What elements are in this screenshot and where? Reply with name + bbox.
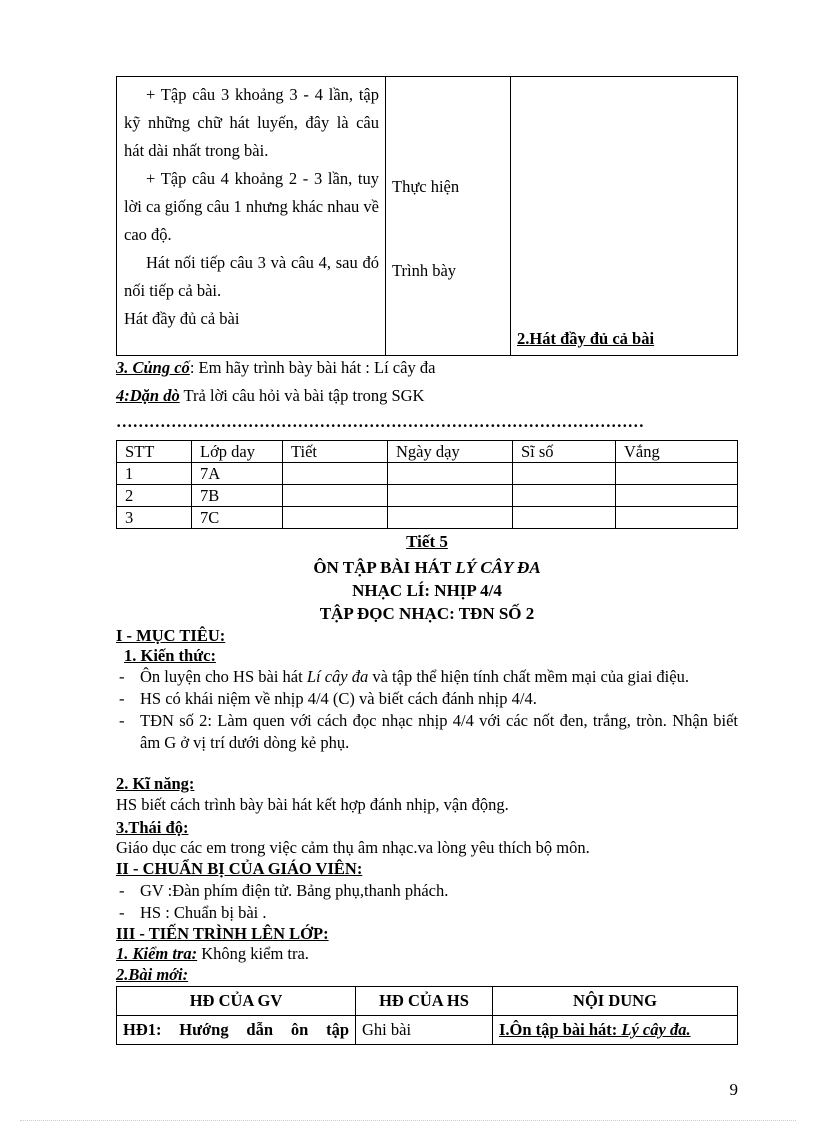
teacher-activity-cell — [117, 77, 386, 356]
skills-text: HS biết cách trình bày bài hát kết hợp đánh nhịp, vận động. — [116, 795, 509, 814]
list-item: - TĐN số 2: Làm quen với cách đọc nhạc nhịp 4/4 với các nốt đen, trắng, tròn. Nhận biết âm G ở vị trí dưới dòng kẻ phụ. — [116, 710, 738, 754]
cell — [616, 485, 738, 507]
page-number: 9 — [729, 1080, 738, 1099]
cell — [616, 463, 738, 485]
preparation-list — [116, 880, 738, 924]
step-line: Hát nối tiếp câu 3 và câu 4, sau đó nối tiếp cả bài. — [124, 253, 379, 300]
cell — [513, 463, 616, 485]
content-cell — [511, 77, 738, 356]
cell — [513, 485, 616, 507]
activity-table-continued — [116, 76, 738, 356]
section-preparation-heading: II - CHUẨN BỊ CỦA GIÁO VIÊN: — [116, 859, 363, 878]
header-cell: Lớp day — [192, 441, 283, 463]
content-heading: 2.Hát đầy đủ cả bài — [517, 329, 655, 348]
lesson-number: Tiết 5 — [406, 532, 448, 551]
cell: 3 — [117, 507, 192, 529]
step-line: + Tập câu 4 khoảng 2 - 3 lần, tuy lời ca giống câu 1 nhưng khác nhau về cao độ. — [124, 169, 380, 244]
lesson-subtitle-reading: TẬP ĐỌC NHẠC: TĐN SỐ 2 — [319, 604, 535, 623]
list-item: - HS có khái niệm về nhịp 4/4 (C) và biết cách đánh nhịp 4/4. — [116, 688, 738, 710]
new-lesson-label: 2.Bài mới: — [116, 965, 189, 984]
check-text: Không kiểm tra. — [197, 944, 309, 963]
cell: 1 — [117, 463, 192, 485]
knowledge-list — [116, 666, 738, 754]
activity-table — [116, 986, 738, 1045]
list-item: - Ôn luyện cho HS bài hát Lí cây đa và tập thể hiện tính chất mềm mại của giai điệu. — [116, 666, 738, 688]
student-action-present: Trình bày — [392, 261, 457, 280]
cell: 7C — [192, 507, 283, 529]
header-content: NỘI DUNG — [493, 987, 738, 1016]
section-objectives-heading: I - MỤC TIÊU: — [116, 626, 226, 645]
student-activity: Ghi bài — [356, 1016, 493, 1045]
step-line: + Tập câu 3 khoảng 3 - 4 lần, tập kỹ những chữ hát luyến, đây là câu hát dài nhất trong bài. — [124, 85, 379, 160]
header-cell: Tiết — [283, 441, 388, 463]
consolidation-text: : Em hãy trình bày bài hát : Lí cây đa — [189, 358, 436, 377]
header-student: HĐ CỦA HS — [356, 987, 493, 1016]
header-teacher: HĐ CỦA GV — [117, 987, 356, 1016]
cell — [283, 507, 388, 529]
cell — [283, 463, 388, 485]
teacher-activity: HĐ1: Hướng dẫn ôn tập — [117, 1016, 356, 1045]
check-line — [116, 944, 309, 964]
header-cell: Ngày dạy — [388, 441, 513, 463]
header-cell: Vắng — [616, 441, 738, 463]
lesson-title-prefix: ÔN TẬP BÀI HÁT — [313, 558, 456, 577]
consolidation-label: 3. Củng cố — [116, 358, 190, 377]
homework-line — [116, 386, 424, 406]
cell — [513, 507, 616, 529]
attitude-text: Giáo dục các em trong việc cảm thụ âm nhạc.va lòng yêu thích bộ môn. — [116, 838, 590, 857]
cell: 7A — [192, 463, 283, 485]
section-procedure-heading: III - TIẾN TRÌNH LÊN LỚP: — [116, 924, 329, 943]
homework-label: 4:Dặn dò — [116, 386, 180, 405]
lesson-subtitle-theory: NHẠC LÍ: NHỊP 4/4 — [352, 581, 502, 600]
attendance-header-row — [117, 441, 738, 463]
list-item: - HS : Chuẩn bị bài . — [116, 902, 738, 924]
header-cell: Sĩ số — [513, 441, 616, 463]
list-item: - GV :Đàn phím điện tử. Bảng phụ,thanh phách. — [116, 880, 738, 902]
step-line: Hát đầy đủ cả bài — [124, 309, 240, 328]
knowledge-heading: 1. Kiến thức: — [124, 646, 216, 665]
table-row — [117, 485, 738, 507]
cell: 2 — [117, 485, 192, 507]
skills-heading: 2. Kĩ năng: — [116, 774, 195, 793]
check-label: 1. Kiểm tra: — [116, 944, 198, 963]
student-action-perform: Thực hiện — [392, 177, 460, 196]
cell — [616, 507, 738, 529]
student-activity-cell — [386, 77, 511, 356]
cell — [388, 507, 513, 529]
attitude-heading: 3.Thái độ: — [116, 818, 189, 837]
cell — [283, 485, 388, 507]
table-row — [117, 463, 738, 485]
cell — [388, 485, 513, 507]
lesson-title — [116, 558, 738, 578]
header-cell: STT — [117, 441, 192, 463]
content: I.Ôn tập bài hát: Lý cây đa. — [493, 1016, 738, 1045]
dotted-separator: …………………………………………………………………………………… — [116, 412, 644, 431]
attendance-table — [116, 440, 738, 529]
footer-divider — [20, 1120, 796, 1121]
homework-text: Trả lời câu hỏi và bài tập trong SGK — [179, 386, 425, 405]
activity-header-row — [117, 987, 738, 1016]
consolidation-line — [116, 358, 435, 378]
table-row — [117, 507, 738, 529]
lesson-title-song: LÝ CÂY ĐA — [455, 558, 541, 577]
cell — [388, 463, 513, 485]
cell: 7B — [192, 485, 283, 507]
table-row — [117, 1016, 738, 1045]
